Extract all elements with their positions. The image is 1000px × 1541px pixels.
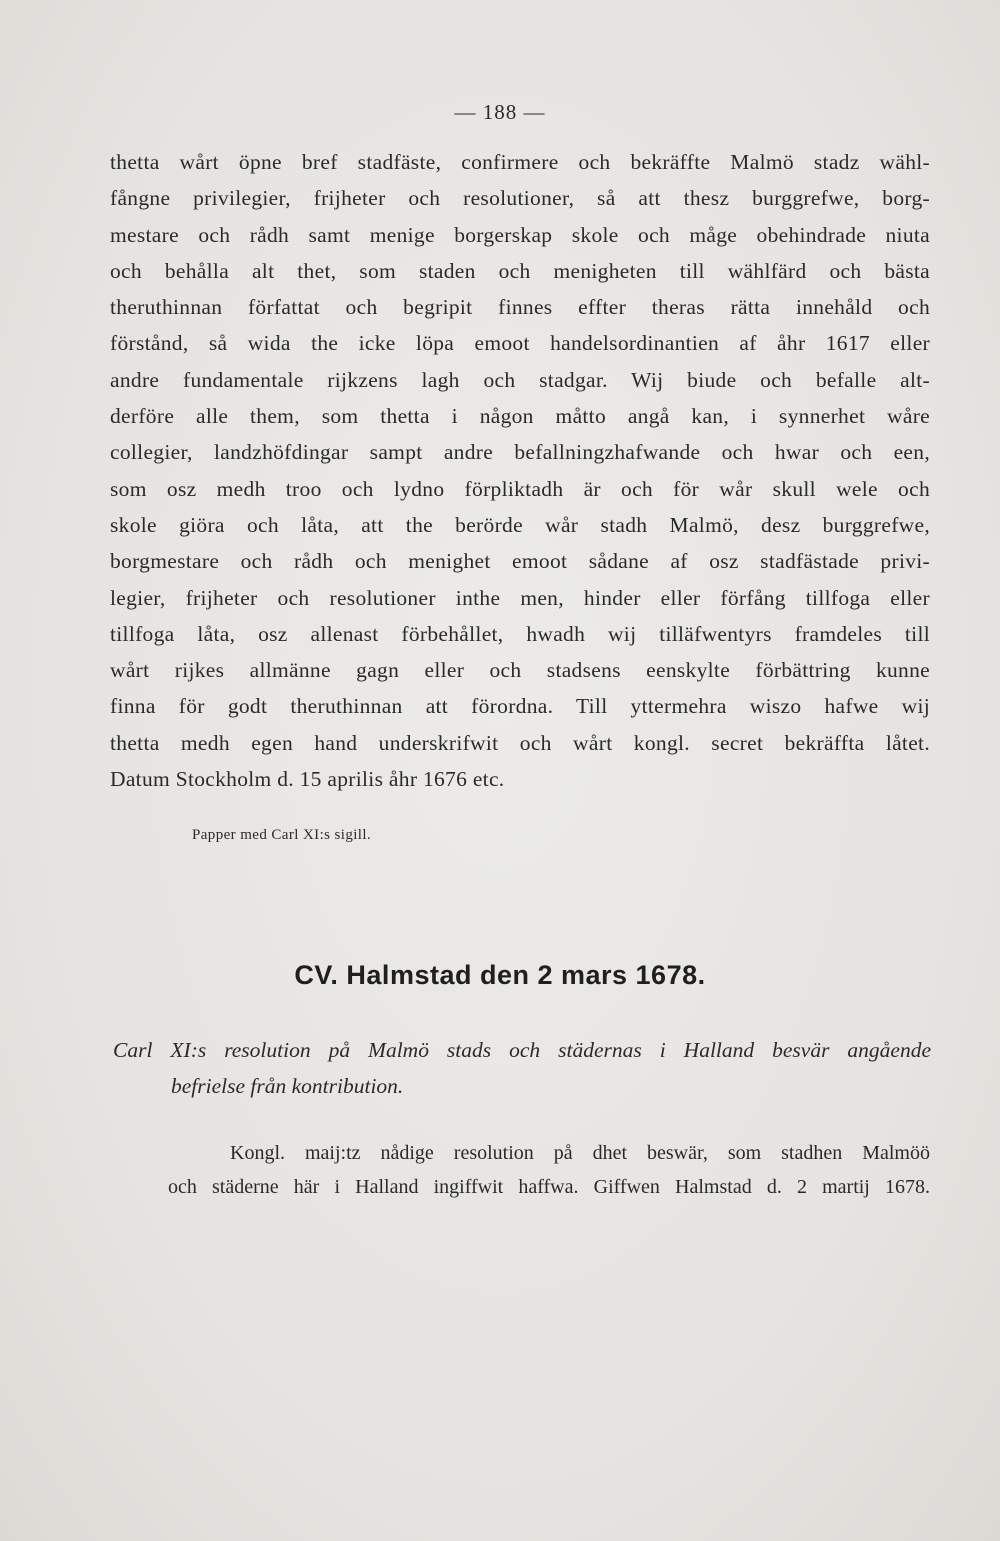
body-line: skole giöra och låta, att the berörde wår stadh Malmö, desz burggrefwe, <box>110 512 930 537</box>
body-line: collegier, landzhöfdingar sampt andre befallningzhafwande och hwar och een, <box>110 440 930 465</box>
body-line: thetta medh egen hand underskrifwit och wårt kongl. secret bekräffta låtet. <box>110 730 930 755</box>
document-heading: CV. Halmstad den 2 mars 1678. <box>294 960 706 990</box>
document-summary <box>113 1032 931 1104</box>
body-line: legier, frijheter och resolutioner inthe men, hinder eller förfång tillfoga eller <box>110 585 930 610</box>
body-line: borgmestare och rådh och menighet emoot sådane af osz stadfästade privi- <box>110 549 930 574</box>
page-number: — 188 — <box>454 100 546 124</box>
body-line: tillfoga låta, osz allenast förbehållet, hwadh wij tilläfwentyrs framdeles till <box>110 621 930 646</box>
resolution-text <box>168 1136 930 1204</box>
body-line: fångne privilegier, frijheter och resolutioner, så att thesz burggrefwe, borg- <box>110 186 930 211</box>
body-line: Datum Stockholm d. 15 aprilis åhr 1676 etc. <box>110 767 505 792</box>
summary-line: befrielse från kontribution. <box>171 1074 404 1098</box>
body-text <box>110 144 930 797</box>
body-line: andre fundamentale rijkzens lagh och stadgar. Wij biude och befalle alt- <box>110 367 930 392</box>
seal-note: Papper med Carl XI:s sigill. <box>192 827 372 843</box>
body-line: mestare och rådh samt menige borgerskap skole och måge obehindrade niuta <box>110 222 930 247</box>
body-line: thetta wårt öpne bref stadfäste, confirmere och bekräffte Malmö stadz wähl- <box>110 150 930 174</box>
body-line: och behålla alt thet, som staden och menigheten till wählfärd och bästa <box>110 258 930 283</box>
resolution-line: Kongl. maij:tz nådige resolution på dhet beswär, som stadhen Malmöö <box>230 1142 930 1164</box>
summary-line: Carl XI:s resolution på Malmö stads och städernas i Halland besvär angående <box>113 1038 931 1062</box>
body-line: som osz medh troo och lydno förpliktadh är och för wår skull wele och <box>110 476 930 501</box>
body-line: derföre alle them, som thetta i någon måtto angå kan, i synnerhet wåre <box>110 404 930 429</box>
body-line: theruthinnan författat och begripit finnes effter theras rätta innehåld och <box>110 295 930 320</box>
body-line: finna för godt theruthinnan att förordna. Till yttermehra wiszo hafwe wij <box>110 694 930 719</box>
resolution-line: och städerne här i Halland ingiffwit haffwa. Giffwen Halmstad d. 2 martij 1678. <box>168 1176 930 1198</box>
body-line: wårt rijkes allmänne gagn eller och stadsens eenskylte förbättring kunne <box>110 658 930 683</box>
body-line: förstånd, så wida the icke löpa emoot handelsordinantien af åhr 1617 eller <box>110 331 930 356</box>
